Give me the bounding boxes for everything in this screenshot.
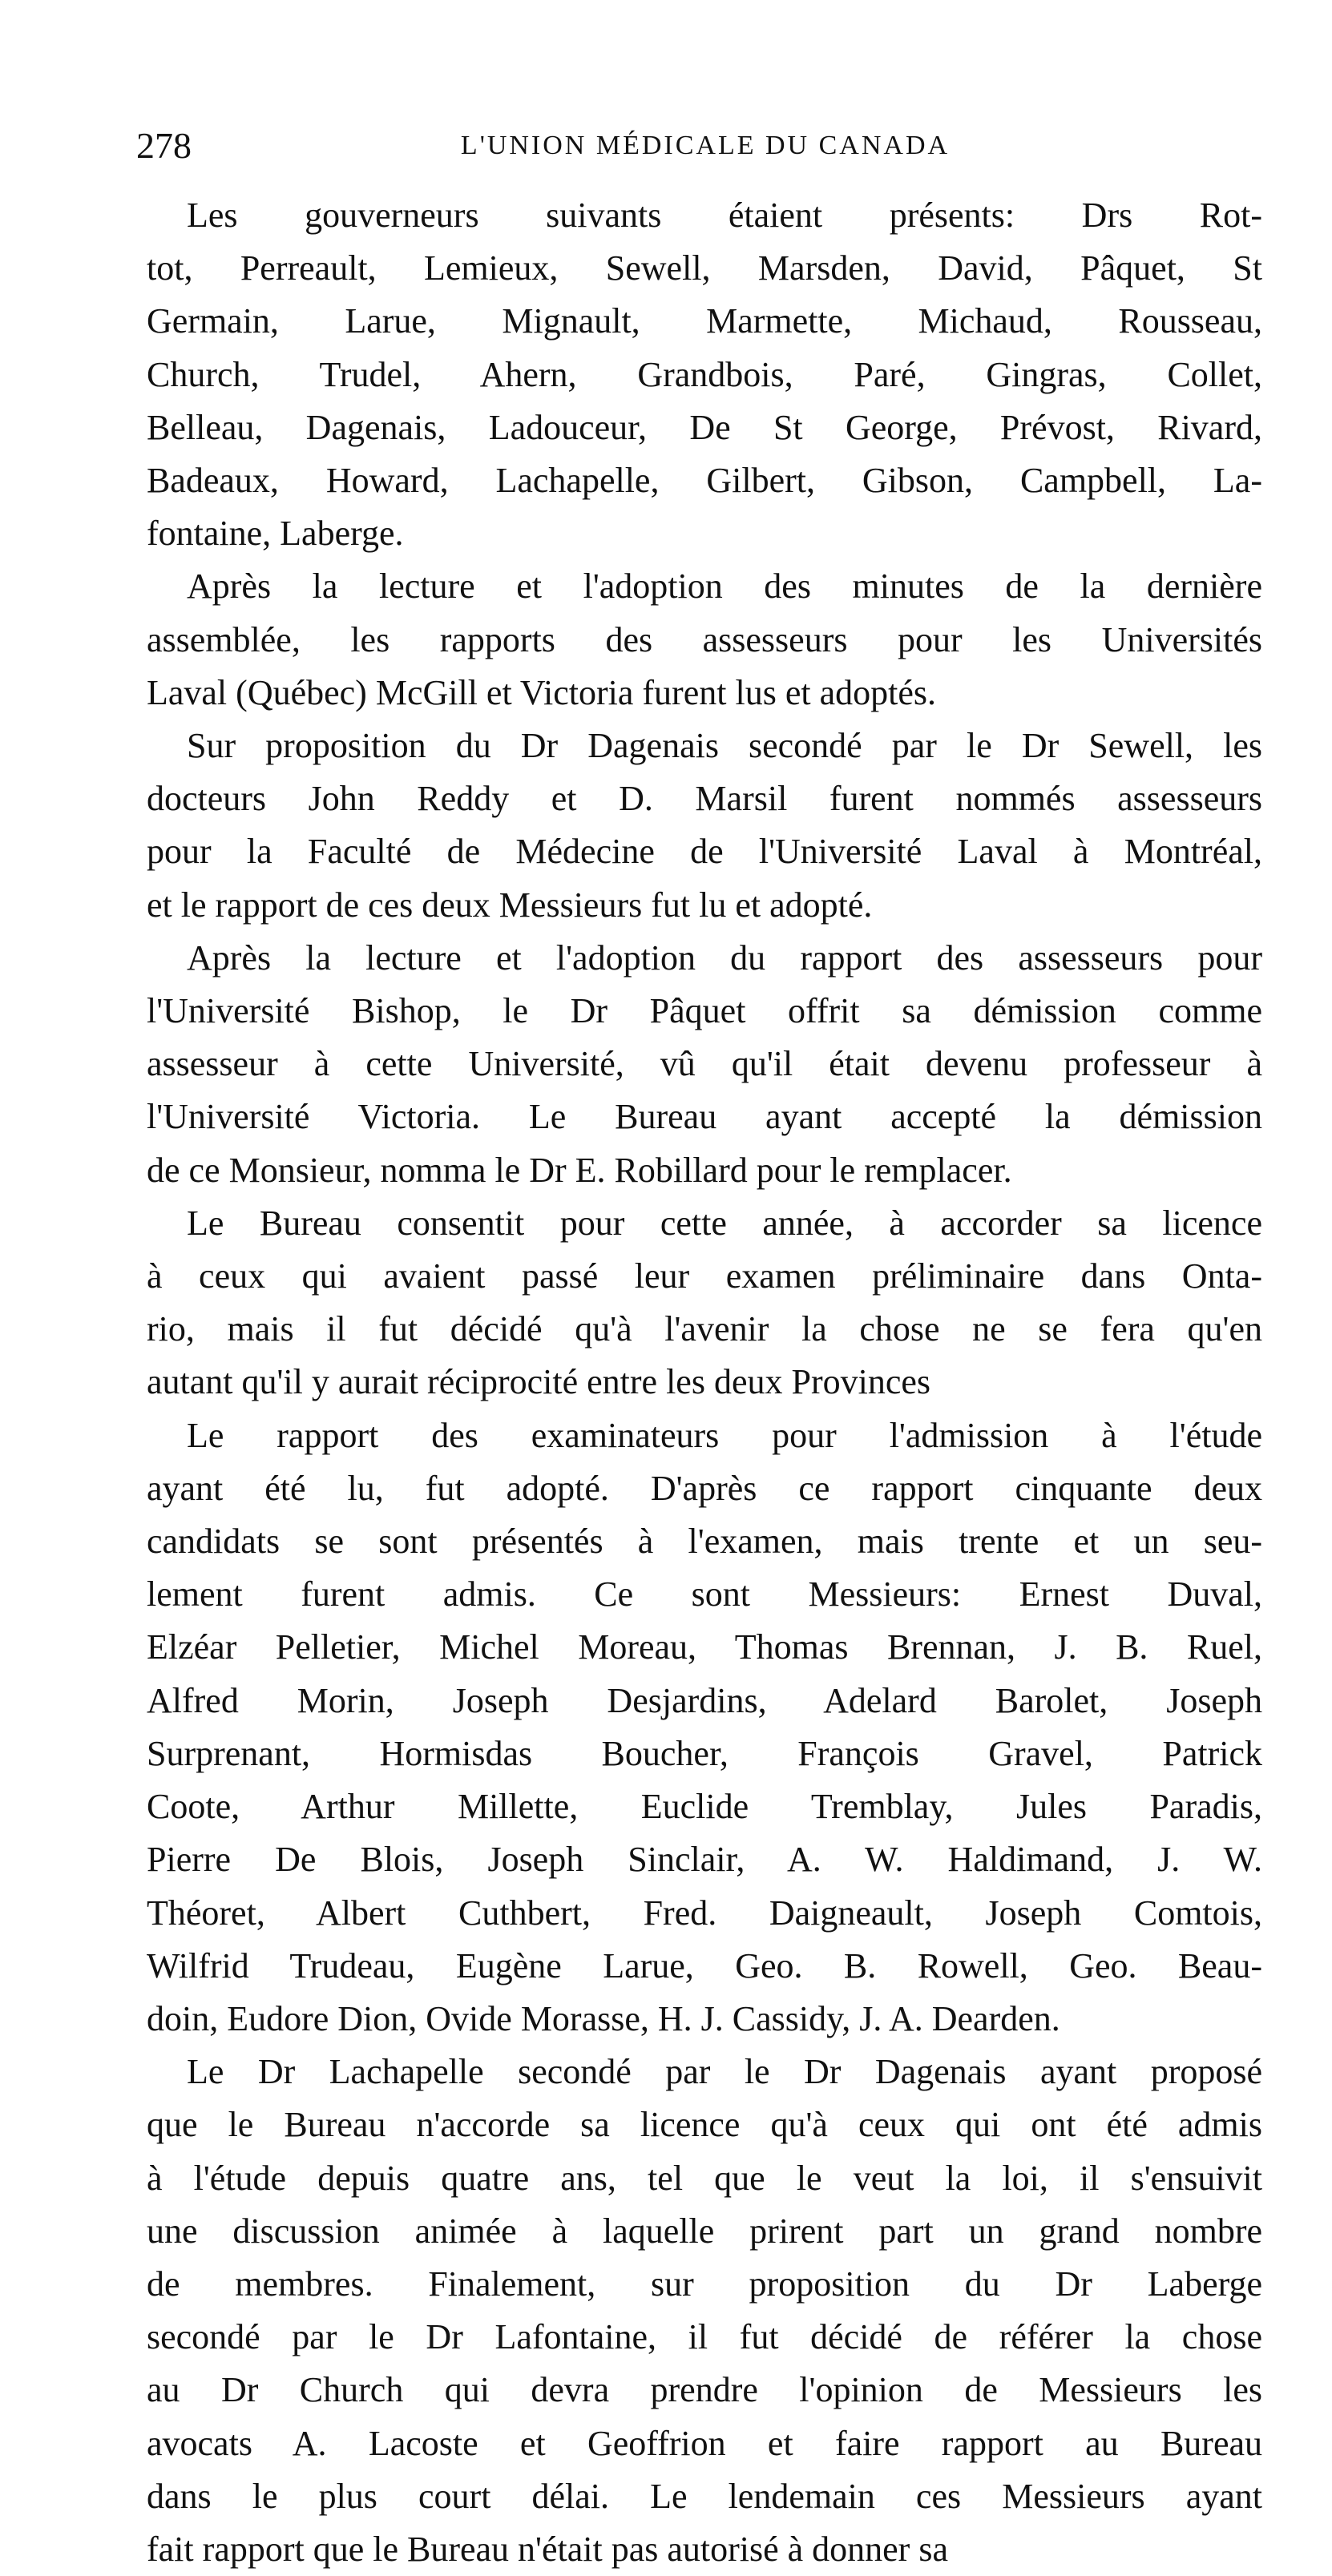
text-line: assemblée, les rapports des assesseurs pour les Universités [147, 619, 1262, 659]
text-line: Sur proposition du Dr Dagenais secondé par le Dr Sewell, les [187, 726, 1262, 766]
text-line: Germain, Larue, Mignault, Marmette, Michaud, Rousseau, [147, 301, 1262, 341]
text-line: au Dr Church qui devra prendre l'opinion de Messieurs les [147, 2370, 1262, 2410]
paragraph [147, 189, 1262, 560]
body-text [147, 189, 1262, 2576]
text-line: doin, Eudore Dion, Ovide Morasse, H. J. Cassidy, J. A. Dearden. [147, 1998, 1060, 2038]
paragraph [147, 1409, 1262, 2046]
text-line: de membres. Finalement, sur proposition du Dr Laberge [147, 2264, 1262, 2304]
text-line: que le Bureau n'accorde sa licence qu'à ceux qui ont été admis [147, 2105, 1262, 2145]
text-line: Wilfrid Trudeau, Eugène Larue, Geo. B. Rowell, Geo. Beau- [147, 1945, 1262, 1985]
text-line: Le rapport des examinateurs pour l'admission à l'étude [187, 1415, 1262, 1455]
text-line: docteurs John Reddy et D. Marsil furent nommés assesseurs [147, 779, 1262, 819]
text-line: avocats A. Lacoste et Geoffrion et faire rapport au Bureau [147, 2423, 1262, 2463]
text-line: Après la lecture et l'adoption des minutes de la dernière [187, 566, 1262, 607]
running-head: L'UNION MÉDICALE DU CANADA [460, 131, 951, 160]
page-header [136, 122, 1274, 170]
text-line: Le Bureau consentit pour cette année, à accorder sa licence [187, 1203, 1262, 1243]
paragraph [147, 932, 1262, 1197]
text-line: Après la lecture et l'adoption du rapport des assesseurs pour [187, 937, 1262, 978]
text-line: Badeaux, Howard, Lachapelle, Gilbert, Gibson, Campbell, La- [147, 461, 1262, 501]
text-line: Coote, Arthur Millette, Euclide Tremblay, Jules Paradis, [147, 1787, 1262, 1827]
text-line: l'Université Victoria. Le Bureau ayant accepté la démission [147, 1097, 1262, 1137]
text-line: Le Dr Lachapelle secondé par le Dr Dagenais ayant proposé [187, 2052, 1262, 2092]
paragraph [147, 1197, 1262, 1409]
text-line: Church, Trudel, Ahern, Grandbois, Paré, Gingras, Collet, [147, 354, 1262, 394]
text-line: Pierre De Blois, Joseph Sinclair, A. W. Haldimand, J. W. [147, 1840, 1262, 1880]
text-line: Surprenant, Hormisdas Boucher, François Gravel, Patrick [147, 1733, 1262, 1773]
text-line: fontaine, Laberge. [147, 514, 404, 554]
text-line: à ceux qui avaient passé leur examen préliminaire dans Onta- [147, 1256, 1262, 1296]
text-line: Elzéar Pelletier, Michel Moreau, Thomas Brennan, J. B. Ruel, [147, 1627, 1262, 1667]
text-line: et le rapport de ces deux Messieurs fut lu et adopté. [147, 885, 873, 925]
paragraph [147, 720, 1262, 932]
text-line: dans le plus court délai. Le lendemain ces Messieurs ayant [147, 2476, 1262, 2516]
text-line: pour la Faculté de Médecine de l'Université Laval à Montréal, [147, 832, 1262, 872]
text-line: autant qu'il y aurait réciprocité entre les deux Provinces [147, 1362, 931, 1402]
text-line: tot, Perreault, Lemieux, Sewell, Marsden, David, Pâquet, St [147, 248, 1262, 288]
text-line: l'Université Bishop, le Dr Pâquet offrit sa démission comme [147, 991, 1262, 1031]
page-number: 278 [136, 125, 192, 166]
text-line: Les gouverneurs suivants étaient présents: Drs Rot- [187, 196, 1262, 235]
text-line: à l'étude depuis quatre ans, tel que le veut la loi, il s'ensuivit [147, 2158, 1262, 2198]
text-line: Laval (Québec) McGill et Victoria furent lus et adoptés. [147, 672, 936, 712]
text-line: Alfred Morin, Joseph Desjardins, Adelard Barolet, Joseph [147, 1680, 1262, 1720]
text-line: rio, mais il fut décidé qu'à l'avenir la chose ne se fera qu'en [147, 1309, 1262, 1349]
text-line: fait rapport que le Bureau n'était pas autorisé à donner sa [147, 2529, 948, 2569]
text-line: de ce Monsieur, nomma le Dr E. Robillard pour le remplacer. [147, 1150, 1012, 1190]
text-line: secondé par le Dr Lafontaine, il fut décidé de référer la chose [147, 2317, 1262, 2357]
paragraph [147, 560, 1262, 720]
text-line: Belleau, Dagenais, Ladouceur, De St George, Prévost, Rivard, [147, 407, 1262, 447]
text-line: candidats se sont présentés à l'examen, mais trente et un seu- [147, 1522, 1262, 1562]
paragraph [147, 2046, 1262, 2576]
text-line: Théoret, Albert Cuthbert, Fred. Daigneault, Joseph Comtois, [147, 1893, 1262, 1933]
text-line: lement furent admis. Ce sont Messieurs: Ernest Duval, [147, 1574, 1262, 1615]
text-line: une discussion animée à laquelle prirent part un grand nombre [147, 2211, 1262, 2251]
text-line: assesseur à cette Université, vû qu'il était devenu professeur à [147, 1044, 1262, 1084]
text-line: ayant été lu, fut adopté. D'après ce rapport cinquante deux [147, 1468, 1262, 1508]
